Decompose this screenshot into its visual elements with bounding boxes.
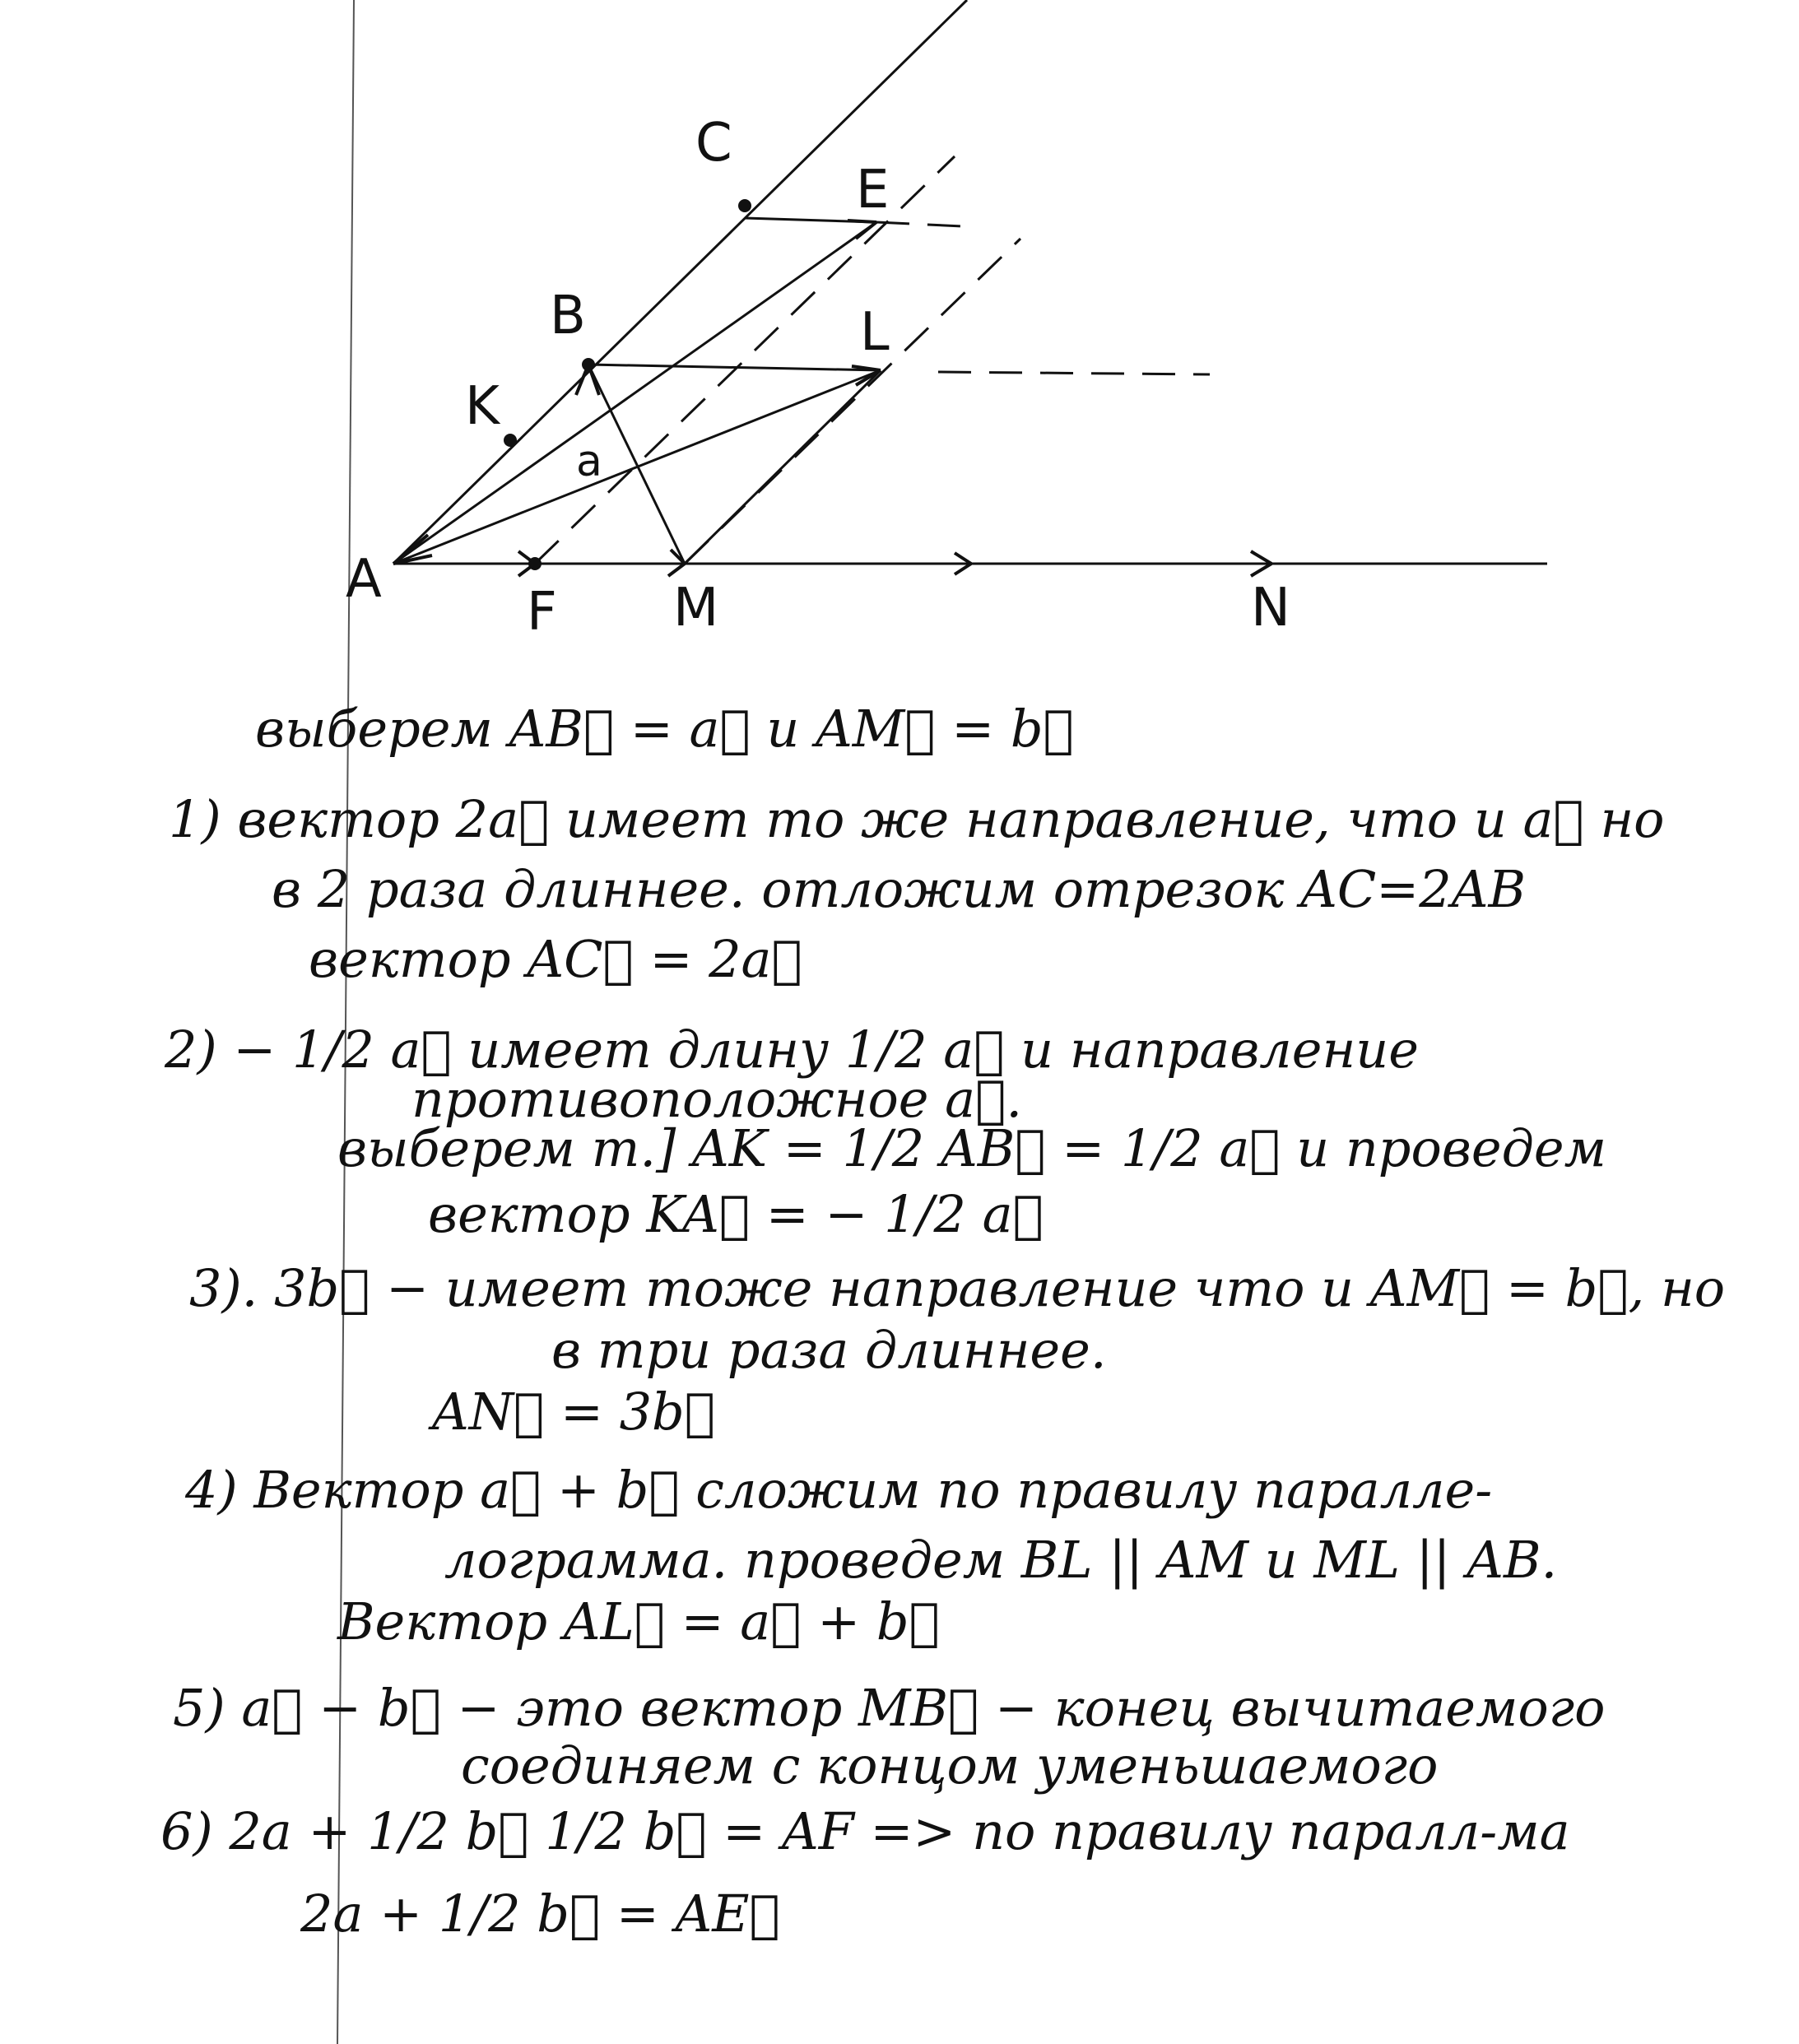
notes-step2-line2: противоположное a⃗. xyxy=(411,1069,1023,1129)
label-b: B xyxy=(550,286,586,346)
notes-step6-line1: 6) 2a + 1/2 b⃗ 1/2 b⃗ = AF => по правилу паралл-ма xyxy=(160,1801,1570,1861)
label-m: M xyxy=(673,578,719,639)
notes-step4-line3: Вектор AL⃗ = a⃗ + b⃗ xyxy=(337,1591,940,1651)
notes-intro: выберем AB⃗ = a⃗ и AM⃗ = b⃗ xyxy=(255,699,1074,759)
notes-step6-line2: 2a + 1/2 b⃗ = AE⃗ xyxy=(300,1884,780,1944)
notes-step5-line2: соединяем с концом уменьшаемого xyxy=(461,1735,1439,1795)
label-f: F xyxy=(527,582,557,643)
notes-step2-line3: выберем т.] AK = 1/2 AB⃗ = 1/2 a⃗ и проведем xyxy=(337,1118,1606,1178)
label-k: K xyxy=(465,376,500,437)
notes-step1-line1: 1) вектор 2a⃗ имеет то же направление, что и a⃗ но xyxy=(169,789,1665,849)
notes-step2-line4: вектор KA⃗ = − 1/2 a⃗ xyxy=(428,1184,1044,1244)
label-e: E xyxy=(856,160,890,221)
label-a: A xyxy=(346,549,382,610)
notes-step1-line3: вектор AC⃗ = 2a⃗ xyxy=(309,929,802,989)
label-l: L xyxy=(860,302,890,363)
notes-step1-line2: в 2 раза длиннее. отложим отрезок AC=2AB xyxy=(272,859,1527,919)
notes-step3-line3: AN⃗ = 3b⃗ xyxy=(432,1382,715,1442)
notes-step4-line1: 4) Вектор a⃗ + b⃗ сложим по правилу паралле- xyxy=(185,1460,1493,1520)
label-c: C xyxy=(695,113,732,174)
notes-step4-line2: лограмма. проведем BL || AM и ML || AB. xyxy=(444,1530,1558,1590)
notes-step3-line1: 3). 3b⃗ − имеет тоже направление что и AM⃗ = b⃗, но xyxy=(189,1258,1726,1318)
notes-step2-line1: 2) − 1/2 a⃗ имеет длину 1/2 a⃗ и направление xyxy=(165,1020,1419,1080)
label-vector-a: a xyxy=(576,437,602,486)
notes-step5-line1: 5) a⃗ − b⃗ − это вектор MB⃗ − конец вычитаемого xyxy=(173,1678,1606,1738)
label-n: N xyxy=(1251,578,1290,639)
notes-step3-line2: в три раза длиннее. xyxy=(551,1320,1107,1380)
